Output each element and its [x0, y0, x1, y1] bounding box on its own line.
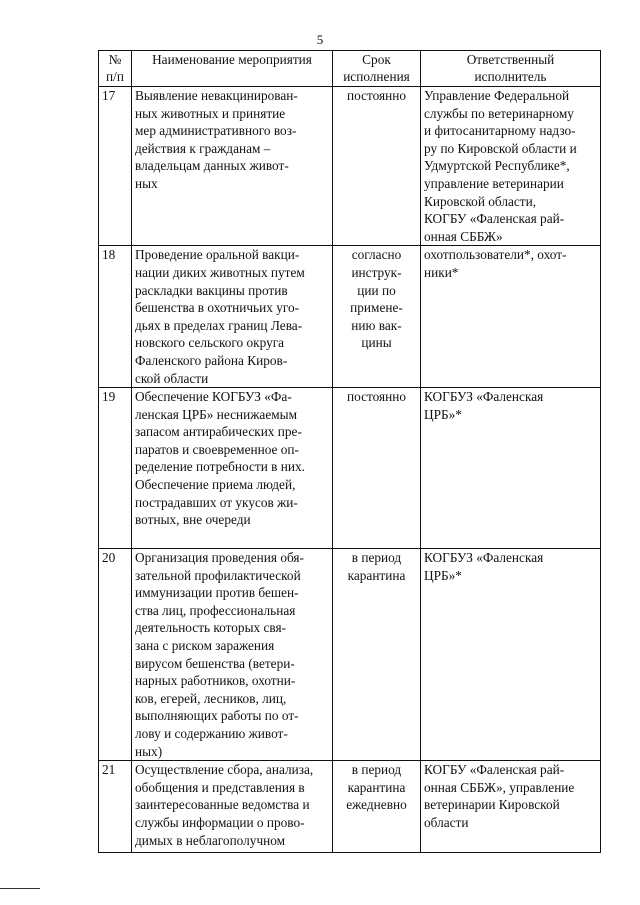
table-row — [99, 388, 601, 549]
header-num: № п/п — [99, 51, 132, 87]
row-number: 17 — [99, 87, 132, 246]
measure-responsible: КОГБУ «Фаленская рай- онная СББЖ», управление ветеринарии Кировской области — [421, 761, 601, 853]
measure-responsible: Управление Федеральной службы по ветеринарному и фитосанитарному надзо- ру по Кировской области и Удмуртской Республике*, управление ветеринарии Кировской области, КОГБУ «Фаленская рай- онная СББЖ» — [421, 87, 601, 246]
page-number: 5 — [316, 32, 324, 47]
measure-name: Осуществление сбора, анализа, обобщения и представления в заинтересованные ведомства и службы информации о прово- димых в неблагополучном — [132, 761, 333, 853]
measures-table — [98, 50, 601, 853]
table-header-row — [99, 51, 601, 87]
table-row — [99, 761, 601, 853]
row-number: 19 — [99, 388, 132, 549]
row-number: 21 — [99, 761, 132, 853]
measure-name: Проведение оральной вакци- нации диких животных путем раскладки вакцины против бешенства в охотничьих уго- дьях в пределах границ Лева- новского сельского округа Фаленского района Киров- ской области — [132, 246, 333, 388]
table-row — [99, 87, 601, 246]
measure-responsible: КОГБУЗ «Фаленская ЦРБ»* — [421, 388, 601, 549]
header-responsible: Ответственный исполнитель — [421, 51, 601, 87]
measure-name: Обеспечение КОГБУЗ «Фа- ленская ЦРБ» неснижаемым запасом антирабических пре- паратов и своевременное оп- ределение потребности в них. Обеспечение приема людей, пострадавших от укусов жи- вотных, вне очереди — [132, 388, 333, 549]
measure-term: согласно инструк- ции по примене- нию вак- цины — [333, 246, 421, 388]
measure-responsible: КОГБУЗ «Фаленская ЦРБ»* — [421, 549, 601, 761]
table-row — [99, 246, 601, 388]
measure-responsible: охотпользователи*, охот- ники* — [421, 246, 601, 388]
measure-name: Выявление невакцинирован- ных животных и принятие мер административного воз- действия к гражданам – владельцам данных живот- ных — [132, 87, 333, 246]
measure-term: в период карантина — [333, 549, 421, 761]
measure-term: в период карантина ежедневно — [333, 761, 421, 853]
header-term: Срок исполнения — [333, 51, 421, 87]
header-name: Наименование мероприятия — [132, 51, 333, 87]
measure-term: постоянно — [333, 87, 421, 246]
row-number: 18 — [99, 246, 132, 388]
measure-term: постоянно — [333, 388, 421, 549]
table-row — [99, 549, 601, 761]
measure-name: Организация проведения обя- зательной профилактической иммунизации против бешен- ства лиц, профессиональная деятельность которых свя- зана с риском заражения вирусом бешенства (ветери- нарных работников, охотни- ков, егерей, лесников, лиц, выполняющих работы по от- лову и содержанию живот- ных) — [132, 549, 333, 761]
row-number: 20 — [99, 549, 132, 761]
footnote-divider — [0, 888, 40, 889]
